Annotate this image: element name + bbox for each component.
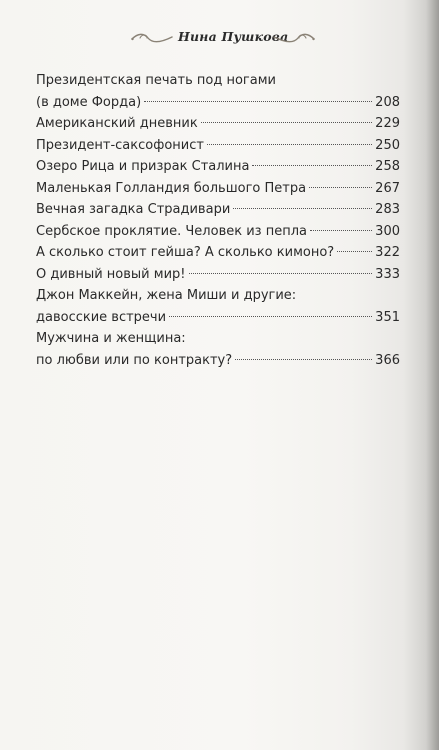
toc-entry-page: 300 bbox=[375, 223, 400, 239]
toc-entry-page: 267 bbox=[375, 180, 400, 196]
dot-leader bbox=[169, 316, 372, 317]
table-of-contents bbox=[36, 70, 400, 371]
toc-entry-page: 208 bbox=[375, 94, 400, 110]
toc-entry-title: А сколько стоит гейша? А сколько кимоно? bbox=[36, 245, 335, 260]
toc-entry-title: Президент-саксофонист bbox=[36, 137, 204, 153]
toc-entry-page: 250 bbox=[375, 137, 400, 153]
toc-entry bbox=[36, 135, 400, 157]
toc-entry-page: 333 bbox=[375, 266, 400, 282]
dot-leader bbox=[144, 101, 372, 102]
toc-entry-title-line: Президентская печать под ногами bbox=[36, 73, 276, 88]
toc-entry bbox=[36, 221, 400, 243]
toc-entry-page: 322 bbox=[375, 245, 400, 260]
running-header bbox=[0, 27, 439, 53]
toc-entry-title: по любви или по контракту? bbox=[36, 352, 233, 368]
toc-entry-title: давосские встречи bbox=[36, 309, 167, 325]
dot-leader bbox=[337, 251, 372, 252]
toc-entry bbox=[36, 199, 400, 221]
toc-entry-title-line: Мужчина и женщина: bbox=[36, 331, 186, 346]
toc-entry bbox=[36, 242, 400, 264]
toc-entry bbox=[36, 307, 400, 329]
dot-leader bbox=[310, 230, 372, 231]
toc-entry bbox=[36, 178, 400, 200]
toc-entry-title-line: Джон Маккейн, жена Миши и другие: bbox=[36, 288, 297, 303]
toc-entry bbox=[36, 92, 400, 114]
toc-entry bbox=[36, 156, 400, 178]
toc-entry-title: (в доме Форда) bbox=[36, 94, 142, 110]
dot-leader bbox=[207, 144, 372, 145]
toc-entry bbox=[36, 113, 400, 135]
toc-entry-page: 258 bbox=[375, 159, 400, 174]
dot-leader bbox=[309, 187, 372, 188]
toc-entry-title: Озеро Рица и призрак Сталина bbox=[36, 159, 250, 174]
dot-leader bbox=[189, 273, 373, 274]
toc-entry-title: О дивный новый мир! bbox=[36, 266, 186, 282]
toc-entry-page: 283 bbox=[375, 202, 400, 217]
dot-leader bbox=[252, 165, 372, 166]
toc-entry-title: Сербское проклятие. Человек из пепла bbox=[36, 223, 307, 239]
dot-leader bbox=[233, 208, 372, 209]
left-flourish-icon bbox=[130, 31, 174, 45]
dot-leader bbox=[201, 122, 372, 123]
dot-leader bbox=[235, 359, 372, 360]
toc-entry-page: 366 bbox=[375, 352, 400, 368]
right-flourish-icon bbox=[272, 31, 316, 45]
toc-entry bbox=[36, 264, 400, 286]
toc-entry-page: 351 bbox=[375, 309, 400, 325]
toc-entry bbox=[36, 350, 400, 372]
author-name: Нина Пушкова bbox=[178, 29, 289, 44]
toc-entry-title: Вечная загадка Страдивари bbox=[36, 202, 231, 217]
toc-entry-title: Американский дневник bbox=[36, 116, 198, 131]
toc-entry-title: Маленькая Голландия большого Петра bbox=[36, 180, 307, 196]
toc-entry-page: 229 bbox=[375, 116, 400, 131]
